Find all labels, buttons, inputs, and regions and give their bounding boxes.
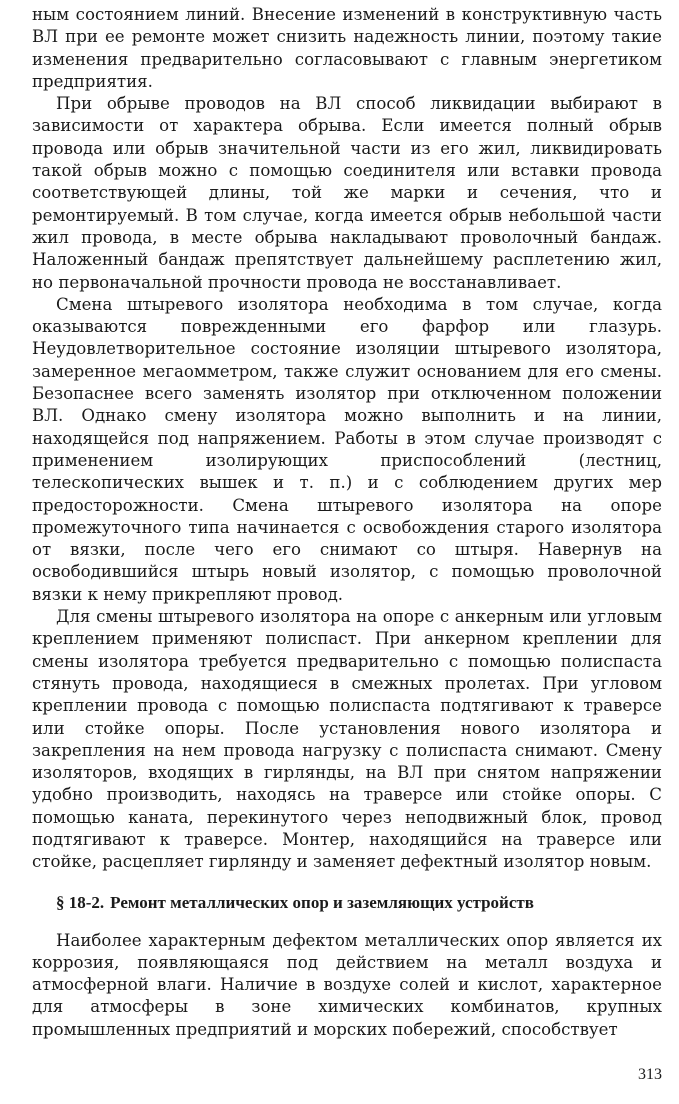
paragraph-continued: ным состоянием линий. Внесение изменений в конструктивную часть ВЛ при ее ремонте может снизить надежность линии, поэтому такие изменения предварительно согласовывают с главным энергетиком предприятия.	[32, 5, 662, 91]
section-number: § 18-2.	[56, 892, 105, 912]
paragraph-corrosion: Наиболее характерным дефектом металлических опор является их коррозия, появляющаяся под действием на металл воздуха и атмосферной влаги. Наличие в воздухе солей и кислот, характерное для атмосферы в зоне химических комбинатов, крупных промышленных предприятий и морских побережий, способствует	[32, 930, 662, 1039]
paragraph-anchor-insulator: Для смены штыревого изолятора на опоре с анкерным или угловым креплением применяют полиспаст. При анкерном креплении для смены изолятора требуется предварительно с помощью полиспаста стянуть провода, находящиеся в смежных пролетах. При угловом креплении провода с помощью полиспаста подтягивают к траверсе или стойке опоры. После установления нового изолятора и закрепления на нем провода нагрузку с полиспаста снимают. Смену изоляторов, входящих в гирлянды, на ВЛ при снятом напряжении удобно производить, находясь на траверсе или стойке опоры. С помощью каната, перекинутого через неподвижный блок, провод подтягивают к траверсе. Монтер, находящийся на траверсе или стойке, расцепляет гирлянду и заменяет дефектный изолятор новым.	[32, 607, 662, 872]
page-number: 313	[638, 1066, 662, 1083]
paragraph-pin-insulator: Смена штыревого изолятора необходима в том случае, когда оказываются поврежденными его фарфор или глазурь. Неудовлетворительное состояние изоляции штыревого изолятора, замеренное мегаомметром, также служит основанием для его смены. Безопаснее всего заменять изолятор при отключенном положении ВЛ. Однако смену изолятора можно выполнить и на линии, находящейся под напряжением. Работы в этом случае производят с применением изолирующих приспособлений (лестниц, телескопических вышек и т. п.) и с соблюдением других мер предосторожности. Смена штыревого изолятора на опоре промежуточного типа начинается с освобождения старого изолятора от вязки, после чего его снимают со штыря. Навернув на освободившийся штырь новый изолятор, с помощью проволочной вязки к нему прикрепляют провод.	[32, 294, 662, 604]
paragraph-wire-break: При обрыве проводов на ВЛ способ ликвидации выбирают в зависимости от характера обрыва. Если имеется полный обрыв провода или обрыв значительной части из его жил, ликвидировать такой обрыв можно с помощью соединителя или вставки провода соответствующей длины, той же марки и сечения, что и ремонтируемый. В том случае, когда имеется обрыв небольшой части жил провода, в месте обрыва накладывают проволочный бандаж. Наложенный бандаж препятствует дальнейшему расплетению жил, но первоначальной прочности провода не восстанавливает.	[32, 94, 662, 292]
section-heading	[32, 892, 662, 914]
heading-gap	[32, 914, 662, 930]
section-gap	[32, 874, 662, 892]
section-title: Ремонт металлических опор и заземляющих устройств	[110, 892, 534, 912]
